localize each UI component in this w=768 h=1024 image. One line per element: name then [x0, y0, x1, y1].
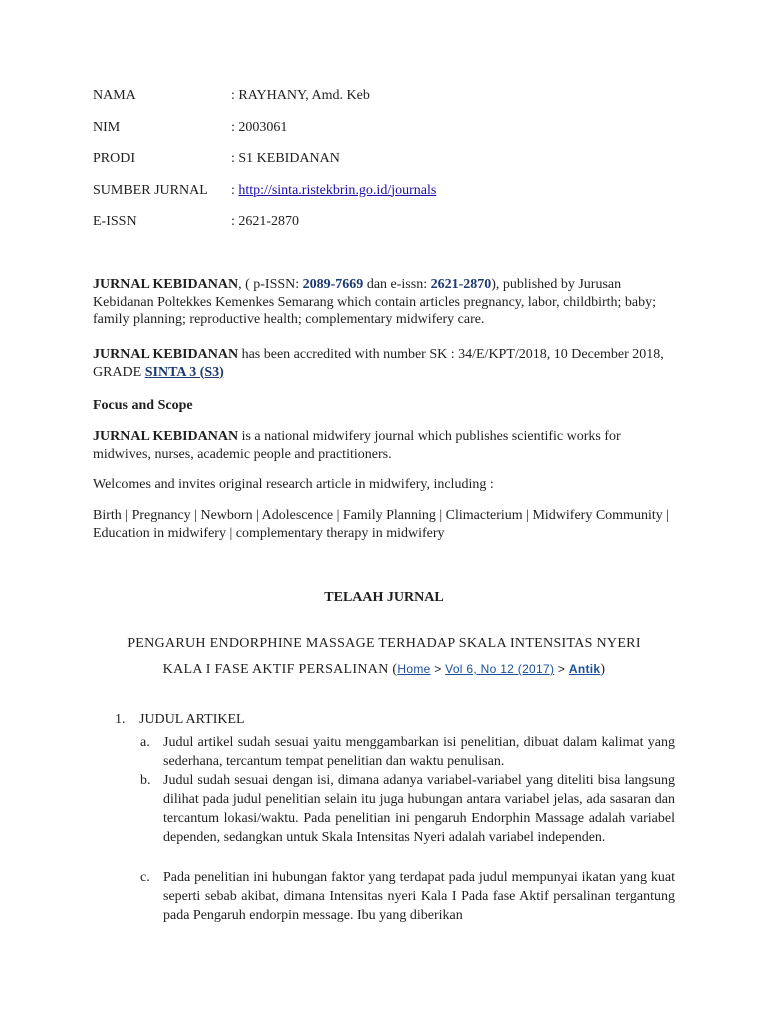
focus-scope-heading	[93, 397, 675, 415]
info-value: : 2003061	[231, 119, 288, 135]
journal-description	[93, 276, 675, 329]
info-label: PRODI	[93, 151, 136, 166]
pissn-number: 2089-7669	[302, 277, 364, 292]
article-title-line1: PENGARUH ENDORPHINE MASSAGE TERHADAP SKALA INTENSITAS NYERI	[127, 636, 641, 651]
article-title-line2	[60, 662, 708, 678]
article-title-text: KALA I FASE AKTIF PERSALINAN (	[162, 662, 398, 677]
breadcrumb-home-link[interactable]: Home	[397, 662, 431, 676]
list-item-text: Judul sudah sesuai dengan isi, dimana adanya variabel-variabel yang diteliti bisa langsung dilihat pada judul penelitian selain itu juga hubungan antara variabel jelas, ada sasaran dan tercantum lokasi/waktu. Pada penelitian ini pengaruh Endorphin Massage adalah variabel dependen, sedangkan untuk Skala Intensitas Nyeri adalah variabel independen.	[163, 773, 675, 845]
list-item-letter: a.	[140, 735, 150, 750]
topics-paragraph: Birth | Pregnancy | Newborn | Adolescence | Family Planning | Climacterium | Midwifery Community | Education in midwifery | complementary therapy in midwifery	[93, 508, 670, 541]
accreditation-text: has been accredited with number SK : 34/E/KPT/2018, 10 December 2018, GRADE	[93, 347, 664, 380]
focus-scope-title: Focus and Scope	[93, 398, 193, 413]
sinta-grade-link[interactable]: SINTA 3 (S3)	[144, 364, 224, 380]
info-label: NAMA	[93, 88, 136, 103]
breadcrumb-section-link[interactable]: Antik	[568, 662, 601, 676]
article-title-close: )	[600, 662, 606, 677]
journal-name: JURNAL KEBIDANAN	[93, 429, 239, 444]
journal-name: JURNAL KEBIDANAN	[93, 277, 239, 292]
breadcrumb-separator: >	[430, 662, 446, 676]
review-heading: TELAAH JURNAL	[324, 590, 444, 605]
source-journal-link[interactable]: http://sinta.ristekbrin.go.id/journals	[238, 182, 437, 198]
accreditation-paragraph	[93, 346, 675, 381]
journal-text: , ( p-ISSN:	[238, 277, 303, 292]
section-number: 1.	[115, 712, 126, 727]
breadcrumb	[397, 662, 600, 676]
info-label: E-ISSN	[93, 214, 137, 229]
list-item-text: Judul artikel sudah sesuai yaitu menggambarkan isi penelitian, dibuat dalam kalimat yang sederhana, tercantum tempat penelitian dan waktu penulisan.	[163, 735, 675, 769]
info-value	[231, 183, 436, 199]
info-value: : S1 KEBIDANAN	[231, 151, 340, 166]
journal-text: ), published by Jurusan Kebidanan Poltekkes Kemenkes Semarang which contain articles pregnancy, labor, childbirth; baby; family planning; reproductive health; complementary midwifery care.	[93, 277, 657, 327]
scope-text: is a national midwifery journal which publishes scientific works for midwives, nurses, academic people and practitioners.	[93, 429, 621, 462]
list-item-letter: b.	[140, 773, 151, 788]
info-value-prefix: :	[231, 182, 239, 198]
breadcrumb-separator: >	[554, 662, 569, 676]
info-label: NIM	[93, 119, 121, 135]
list-item-text: Pada penelitian ini hubungan faktor yang terdapat pada judul mempunyai ikatan yang kuat seperti sebab akibat, dimana Intensitas nyeri Kala I Pada fase Aktif persalinan tergantung pada Pengaruh endorpin message. Ibu yang diberikan	[163, 870, 675, 923]
scope-paragraph	[93, 428, 675, 463]
info-label: SUMBER JURNAL	[93, 182, 208, 198]
eissn-number: 2621-2870	[430, 277, 492, 292]
section-title: JUDUL ARTIKEL	[139, 712, 245, 727]
welcome-paragraph: Welcomes and invites original research article in midwifery, including :	[93, 477, 494, 492]
info-value: : 2621-2870	[231, 214, 300, 229]
info-value: : RAYHANY, Amd. Keb	[231, 88, 370, 103]
breadcrumb-issue-link[interactable]: Vol 6, No 12 (2017)	[445, 662, 555, 676]
journal-name: JURNAL KEBIDANAN	[93, 347, 239, 362]
journal-text: dan e-issn:	[363, 277, 431, 292]
list-item-letter: c.	[140, 870, 150, 885]
